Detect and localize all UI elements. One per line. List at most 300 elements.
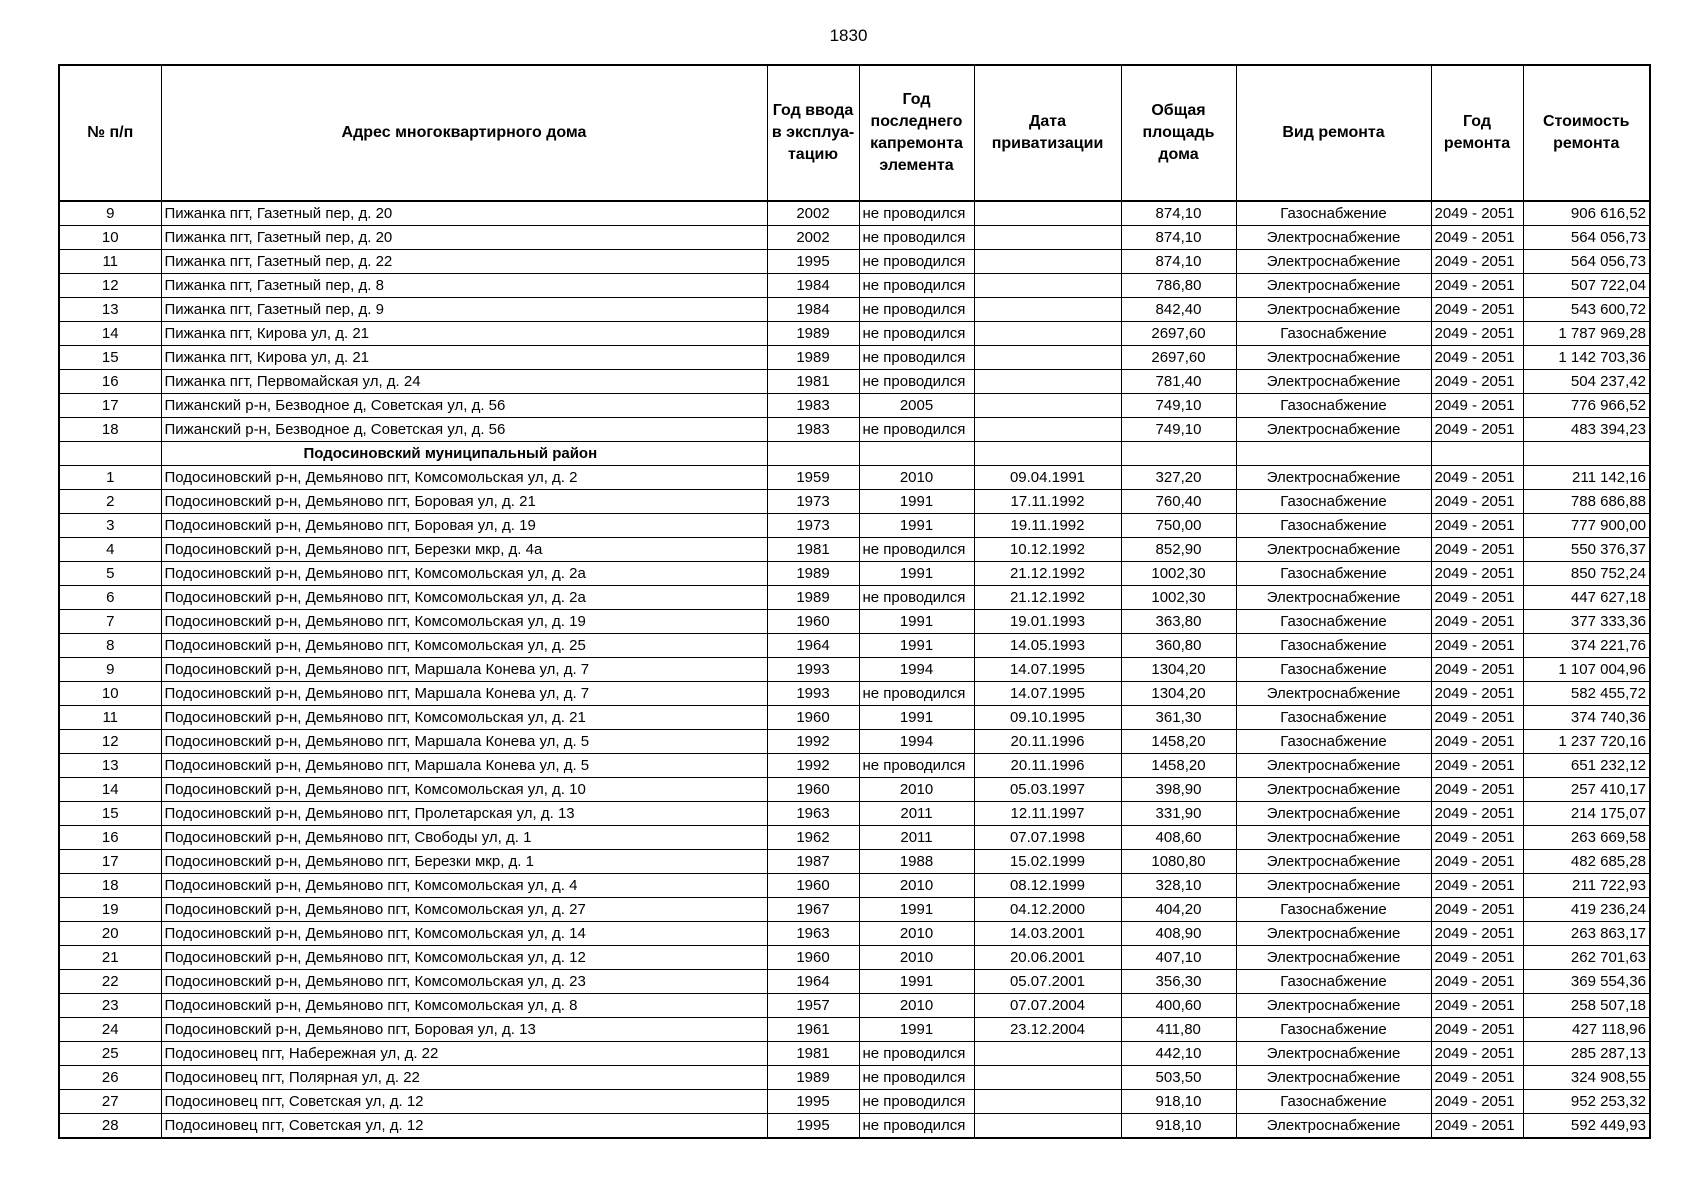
cell-last-repair: 2010 bbox=[859, 994, 974, 1018]
table-row bbox=[59, 778, 1650, 802]
cell-repair-year: 2049 - 2051 bbox=[1431, 201, 1523, 226]
cell-repair-type: Электроснабжение bbox=[1236, 418, 1431, 442]
cell-address: Подосиновский р-н, Демьяново пгт, Комсомольская ул, д. 25 bbox=[161, 634, 767, 658]
cell-year-commission: 1964 bbox=[767, 970, 859, 994]
cell-year-commission: 1984 bbox=[767, 298, 859, 322]
cell-privatization bbox=[974, 250, 1121, 274]
cell-privatization bbox=[974, 322, 1121, 346]
cell-last-repair: не проводился bbox=[859, 418, 974, 442]
cell-cost: 788 686,88 bbox=[1523, 490, 1650, 514]
cell-privatization bbox=[974, 346, 1121, 370]
cell-cost: 377 333,36 bbox=[1523, 610, 1650, 634]
cell-area: 1458,20 bbox=[1121, 730, 1236, 754]
cell-num: 9 bbox=[59, 658, 161, 682]
cell-privatization: 10.12.1992 bbox=[974, 538, 1121, 562]
cell-repair-year: 2049 - 2051 bbox=[1431, 394, 1523, 418]
cell-last-repair: 1991 bbox=[859, 634, 974, 658]
rows-part1 bbox=[59, 201, 1650, 442]
cell-repair-type: Электроснабжение bbox=[1236, 922, 1431, 946]
cell-last-repair: 1991 bbox=[859, 514, 974, 538]
cell-repair-type: Электроснабжение bbox=[1236, 586, 1431, 610]
cell-year-commission: 1959 bbox=[767, 466, 859, 490]
cell-repair-type: Электроснабжение bbox=[1236, 346, 1431, 370]
cell-num: 19 bbox=[59, 898, 161, 922]
cell-privatization bbox=[974, 1066, 1121, 1090]
cell-num: 7 bbox=[59, 610, 161, 634]
cell-repair-type: Электроснабжение bbox=[1236, 1066, 1431, 1090]
cell-cost: 564 056,73 bbox=[1523, 250, 1650, 274]
cell-num: 15 bbox=[59, 802, 161, 826]
cell-last-repair: 1991 bbox=[859, 1018, 974, 1042]
cell-num: 3 bbox=[59, 514, 161, 538]
cell-privatization: 07.07.2004 bbox=[974, 994, 1121, 1018]
cell-num: 18 bbox=[59, 418, 161, 442]
cell-privatization: 20.11.1996 bbox=[974, 730, 1121, 754]
cell-repair-year: 2049 - 2051 bbox=[1431, 946, 1523, 970]
cell-area: 503,50 bbox=[1121, 1066, 1236, 1090]
table-row bbox=[59, 826, 1650, 850]
table-row bbox=[59, 1042, 1650, 1066]
cell-year-commission: 1963 bbox=[767, 922, 859, 946]
cell-repair-type: Электроснабжение bbox=[1236, 370, 1431, 394]
table-row bbox=[59, 610, 1650, 634]
cell-privatization: 20.06.2001 bbox=[974, 946, 1121, 970]
cell-num: 23 bbox=[59, 994, 161, 1018]
cell-address: Подосиновский р-н, Демьяново пгт, Комсомольская ул, д. 2а bbox=[161, 586, 767, 610]
cell-last-repair: не проводился bbox=[859, 274, 974, 298]
cell-privatization: 21.12.1992 bbox=[974, 586, 1121, 610]
table-row bbox=[59, 1114, 1650, 1139]
cell-repair-year: 2049 - 2051 bbox=[1431, 490, 1523, 514]
cell-area: 407,10 bbox=[1121, 946, 1236, 970]
cell-cost: 214 175,07 bbox=[1523, 802, 1650, 826]
cell-cost: 483 394,23 bbox=[1523, 418, 1650, 442]
cell-address: Подосиновский р-н, Демьяново пгт, Маршала Конева ул, д. 7 bbox=[161, 682, 767, 706]
cell-num: 16 bbox=[59, 826, 161, 850]
cell-cost: 447 627,18 bbox=[1523, 586, 1650, 610]
cell-repair-type: Электроснабжение bbox=[1236, 1042, 1431, 1066]
cell-repair-type: Электроснабжение bbox=[1236, 226, 1431, 250]
cell-privatization: 07.07.1998 bbox=[974, 826, 1121, 850]
table-row bbox=[59, 1090, 1650, 1114]
cell-cost: 427 118,96 bbox=[1523, 1018, 1650, 1042]
cell-area: 356,30 bbox=[1121, 970, 1236, 994]
table-header-row bbox=[59, 65, 1650, 201]
cell-repair-type: Электроснабжение bbox=[1236, 994, 1431, 1018]
cell-repair-type: Газоснабжение bbox=[1236, 634, 1431, 658]
cell-repair-year: 2049 - 2051 bbox=[1431, 466, 1523, 490]
cell-year-commission: 1993 bbox=[767, 658, 859, 682]
cell-cost: 777 900,00 bbox=[1523, 514, 1650, 538]
cell-repair-year: 2049 - 2051 bbox=[1431, 922, 1523, 946]
header-year-commission: Год ввода в эксплуа-тацию bbox=[767, 65, 859, 201]
cell-area: 328,10 bbox=[1121, 874, 1236, 898]
cell-year-commission: 1983 bbox=[767, 418, 859, 442]
cell-repair-type: Газоснабжение bbox=[1236, 970, 1431, 994]
cell-repair-year: 2049 - 2051 bbox=[1431, 1066, 1523, 1090]
cell-repair-year: 2049 - 2051 bbox=[1431, 874, 1523, 898]
cell-cost: 1 787 969,28 bbox=[1523, 322, 1650, 346]
rows-part2 bbox=[59, 466, 1650, 1139]
cell-area: 749,10 bbox=[1121, 394, 1236, 418]
cell-address: Подосиновский р-н, Демьяново пгт, Комсомольская ул, д. 2 bbox=[161, 466, 767, 490]
cell-repair-year: 2049 - 2051 bbox=[1431, 898, 1523, 922]
cell-last-repair: не проводился bbox=[859, 1042, 974, 1066]
cell-repair-year: 2049 - 2051 bbox=[1431, 514, 1523, 538]
table-row bbox=[59, 370, 1650, 394]
cell-area: 404,20 bbox=[1121, 898, 1236, 922]
cell-repair-type: Электроснабжение bbox=[1236, 946, 1431, 970]
cell-last-repair: 2011 bbox=[859, 802, 974, 826]
repair-schedule-table bbox=[58, 64, 1651, 1139]
cell-area: 400,60 bbox=[1121, 994, 1236, 1018]
table-row bbox=[59, 706, 1650, 730]
table-row bbox=[59, 994, 1650, 1018]
cell-address: Подосиновский р-н, Демьяново пгт, Комсомольская ул, д. 14 bbox=[161, 922, 767, 946]
cell-area: 360,80 bbox=[1121, 634, 1236, 658]
cell-last-repair: не проводился bbox=[859, 586, 974, 610]
cell-cost: 906 616,52 bbox=[1523, 201, 1650, 226]
cell-repair-year: 2049 - 2051 bbox=[1431, 1114, 1523, 1139]
cell-address: Подосиновский р-н, Демьяново пгт, Комсомольская ул, д. 12 bbox=[161, 946, 767, 970]
table-row bbox=[59, 970, 1650, 994]
cell-num: 16 bbox=[59, 370, 161, 394]
cell-address: Подосиновец пгт, Набережная ул, д. 22 bbox=[161, 1042, 767, 1066]
cell-repair-year: 2049 - 2051 bbox=[1431, 802, 1523, 826]
cell-address: Пижанка пгт, Газетный пер, д. 20 bbox=[161, 201, 767, 226]
table-row bbox=[59, 322, 1650, 346]
table-row bbox=[59, 490, 1650, 514]
cell-address: Пижанка пгт, Газетный пер, д. 22 bbox=[161, 250, 767, 274]
cell-repair-type: Газоснабжение bbox=[1236, 322, 1431, 346]
cell-privatization bbox=[974, 226, 1121, 250]
cell-repair-year: 2049 - 2051 bbox=[1431, 754, 1523, 778]
table-row bbox=[59, 682, 1650, 706]
cell-num: 17 bbox=[59, 394, 161, 418]
cell-last-repair: 2010 bbox=[859, 778, 974, 802]
section-cell bbox=[859, 442, 974, 466]
section-cell-num bbox=[59, 442, 161, 466]
cell-year-commission: 1995 bbox=[767, 250, 859, 274]
cell-privatization bbox=[974, 418, 1121, 442]
cell-year-commission: 1987 bbox=[767, 850, 859, 874]
cell-num: 27 bbox=[59, 1090, 161, 1114]
cell-repair-type: Электроснабжение bbox=[1236, 466, 1431, 490]
cell-num: 24 bbox=[59, 1018, 161, 1042]
cell-num: 21 bbox=[59, 946, 161, 970]
cell-cost: 592 449,93 bbox=[1523, 1114, 1650, 1139]
cell-privatization bbox=[974, 1042, 1121, 1066]
section-cell bbox=[1236, 442, 1431, 466]
cell-year-commission: 1992 bbox=[767, 754, 859, 778]
cell-cost: 504 237,42 bbox=[1523, 370, 1650, 394]
cell-num: 12 bbox=[59, 274, 161, 298]
table-row bbox=[59, 802, 1650, 826]
cell-privatization: 14.07.1995 bbox=[974, 658, 1121, 682]
cell-cost: 211 722,93 bbox=[1523, 874, 1650, 898]
cell-repair-type: Электроснабжение bbox=[1236, 682, 1431, 706]
cell-cost: 1 142 703,36 bbox=[1523, 346, 1650, 370]
cell-year-commission: 1989 bbox=[767, 562, 859, 586]
cell-year-commission: 1960 bbox=[767, 778, 859, 802]
cell-repair-year: 2049 - 2051 bbox=[1431, 562, 1523, 586]
cell-address: Подосиновский р-н, Демьяново пгт, Комсомольская ул, д. 19 bbox=[161, 610, 767, 634]
cell-address: Подосиновский р-н, Демьяново пгт, Комсомольская ул, д. 27 bbox=[161, 898, 767, 922]
cell-repair-year: 2049 - 2051 bbox=[1431, 1090, 1523, 1114]
cell-privatization: 04.12.2000 bbox=[974, 898, 1121, 922]
cell-year-commission: 1957 bbox=[767, 994, 859, 1018]
cell-cost: 776 966,52 bbox=[1523, 394, 1650, 418]
cell-cost: 550 376,37 bbox=[1523, 538, 1650, 562]
cell-address: Подосиновский р-н, Демьяново пгт, Комсомольская ул, д. 10 bbox=[161, 778, 767, 802]
cell-privatization: 21.12.1992 bbox=[974, 562, 1121, 586]
cell-address: Подосиновский р-н, Демьяново пгт, Маршала Конева ул, д. 5 bbox=[161, 754, 767, 778]
cell-address: Подосиновский р-н, Демьяново пгт, Пролетарская ул, д. 13 bbox=[161, 802, 767, 826]
cell-address: Подосиновский р-н, Демьяново пгт, Боровая ул, д. 21 bbox=[161, 490, 767, 514]
table-row bbox=[59, 226, 1650, 250]
cell-repair-year: 2049 - 2051 bbox=[1431, 634, 1523, 658]
cell-repair-type: Газоснабжение bbox=[1236, 730, 1431, 754]
cell-num: 22 bbox=[59, 970, 161, 994]
cell-cost: 324 908,55 bbox=[1523, 1066, 1650, 1090]
cell-area: 781,40 bbox=[1121, 370, 1236, 394]
header-repair-year: Год ремонта bbox=[1431, 65, 1523, 201]
cell-num: 26 bbox=[59, 1066, 161, 1090]
cell-year-commission: 1989 bbox=[767, 586, 859, 610]
table-row bbox=[59, 1018, 1650, 1042]
cell-privatization: 19.11.1992 bbox=[974, 514, 1121, 538]
cell-repair-type: Газоснабжение bbox=[1236, 610, 1431, 634]
table-row bbox=[59, 250, 1650, 274]
cell-num: 4 bbox=[59, 538, 161, 562]
cell-privatization: 14.03.2001 bbox=[974, 922, 1121, 946]
cell-privatization: 12.11.1997 bbox=[974, 802, 1121, 826]
cell-area: 1458,20 bbox=[1121, 754, 1236, 778]
table-row bbox=[59, 874, 1650, 898]
cell-last-repair: 1988 bbox=[859, 850, 974, 874]
cell-last-repair: 1994 bbox=[859, 658, 974, 682]
table-row bbox=[59, 394, 1650, 418]
cell-area: 874,10 bbox=[1121, 250, 1236, 274]
section-cell bbox=[1523, 442, 1650, 466]
cell-cost: 507 722,04 bbox=[1523, 274, 1650, 298]
cell-repair-year: 2049 - 2051 bbox=[1431, 994, 1523, 1018]
cell-area: 408,60 bbox=[1121, 826, 1236, 850]
cell-area: 1080,80 bbox=[1121, 850, 1236, 874]
table-row bbox=[59, 946, 1650, 970]
cell-repair-year: 2049 - 2051 bbox=[1431, 370, 1523, 394]
table-row bbox=[59, 274, 1650, 298]
cell-cost: 285 287,13 bbox=[1523, 1042, 1650, 1066]
cell-cost: 543 600,72 bbox=[1523, 298, 1650, 322]
section-cell bbox=[1121, 442, 1236, 466]
section-header-row bbox=[59, 442, 1650, 466]
cell-last-repair: не проводился bbox=[859, 682, 974, 706]
cell-num: 14 bbox=[59, 322, 161, 346]
cell-last-repair: 2010 bbox=[859, 922, 974, 946]
cell-repair-type: Электроснабжение bbox=[1236, 874, 1431, 898]
cell-num: 25 bbox=[59, 1042, 161, 1066]
cell-last-repair: не проводился bbox=[859, 346, 974, 370]
cell-last-repair: не проводился bbox=[859, 1066, 974, 1090]
cell-privatization: 23.12.2004 bbox=[974, 1018, 1121, 1042]
cell-repair-type: Газоснабжение bbox=[1236, 658, 1431, 682]
table-row bbox=[59, 538, 1650, 562]
cell-year-commission: 1989 bbox=[767, 1066, 859, 1090]
cell-num: 10 bbox=[59, 226, 161, 250]
cell-area: 874,10 bbox=[1121, 201, 1236, 226]
cell-repair-type: Электроснабжение bbox=[1236, 274, 1431, 298]
cell-cost: 262 701,63 bbox=[1523, 946, 1650, 970]
cell-address: Подосиновец пгт, Советская ул, д. 12 bbox=[161, 1090, 767, 1114]
cell-address: Подосиновский р-н, Демьяново пгт, Маршала Конева ул, д. 7 bbox=[161, 658, 767, 682]
cell-cost: 651 232,12 bbox=[1523, 754, 1650, 778]
section-row-group bbox=[59, 442, 1650, 466]
cell-last-repair: не проводился bbox=[859, 370, 974, 394]
section-cell bbox=[1431, 442, 1523, 466]
section-cell bbox=[767, 442, 859, 466]
table-row bbox=[59, 634, 1650, 658]
cell-cost: 850 752,24 bbox=[1523, 562, 1650, 586]
cell-cost: 369 554,36 bbox=[1523, 970, 1650, 994]
cell-last-repair: не проводился bbox=[859, 201, 974, 226]
section-cell bbox=[974, 442, 1121, 466]
cell-repair-year: 2049 - 2051 bbox=[1431, 610, 1523, 634]
table-row bbox=[59, 201, 1650, 226]
cell-area: 2697,60 bbox=[1121, 346, 1236, 370]
cell-last-repair: 2010 bbox=[859, 946, 974, 970]
cell-area: 1304,20 bbox=[1121, 658, 1236, 682]
cell-area: 363,80 bbox=[1121, 610, 1236, 634]
cell-num: 14 bbox=[59, 778, 161, 802]
cell-year-commission: 1964 bbox=[767, 634, 859, 658]
cell-cost: 1 237 720,16 bbox=[1523, 730, 1650, 754]
cell-repair-year: 2049 - 2051 bbox=[1431, 298, 1523, 322]
cell-cost: 564 056,73 bbox=[1523, 226, 1650, 250]
cell-repair-type: Газоснабжение bbox=[1236, 514, 1431, 538]
cell-repair-type: Газоснабжение bbox=[1236, 706, 1431, 730]
cell-address: Пижанка пгт, Первомайская ул, д. 24 bbox=[161, 370, 767, 394]
table-row bbox=[59, 586, 1650, 610]
cell-num: 20 bbox=[59, 922, 161, 946]
table-row bbox=[59, 346, 1650, 370]
cell-address: Пижанка пгт, Кирова ул, д. 21 bbox=[161, 346, 767, 370]
cell-repair-year: 2049 - 2051 bbox=[1431, 250, 1523, 274]
cell-area: 842,40 bbox=[1121, 298, 1236, 322]
cell-repair-type: Электроснабжение bbox=[1236, 250, 1431, 274]
cell-area: 2697,60 bbox=[1121, 322, 1236, 346]
table-row bbox=[59, 658, 1650, 682]
cell-area: 786,80 bbox=[1121, 274, 1236, 298]
cell-year-commission: 1981 bbox=[767, 538, 859, 562]
cell-last-repair: 1994 bbox=[859, 730, 974, 754]
cell-area: 918,10 bbox=[1121, 1114, 1236, 1139]
cell-address: Подосиновский р-н, Демьяново пгт, Березки мкр, д. 4а bbox=[161, 538, 767, 562]
header-last-repair: Год последнего капремонта элемента bbox=[859, 65, 974, 201]
cell-cost: 257 410,17 bbox=[1523, 778, 1650, 802]
cell-repair-year: 2049 - 2051 bbox=[1431, 970, 1523, 994]
cell-year-commission: 1981 bbox=[767, 1042, 859, 1066]
cell-area: 327,20 bbox=[1121, 466, 1236, 490]
cell-year-commission: 1963 bbox=[767, 802, 859, 826]
cell-year-commission: 1981 bbox=[767, 370, 859, 394]
cell-year-commission: 1989 bbox=[767, 346, 859, 370]
table-row bbox=[59, 514, 1650, 538]
cell-repair-year: 2049 - 2051 bbox=[1431, 538, 1523, 562]
cell-last-repair: не проводился bbox=[859, 754, 974, 778]
table-row bbox=[59, 1066, 1650, 1090]
cell-privatization: 17.11.1992 bbox=[974, 490, 1121, 514]
cell-repair-year: 2049 - 2051 bbox=[1431, 730, 1523, 754]
cell-area: 852,90 bbox=[1121, 538, 1236, 562]
cell-privatization: 09.10.1995 bbox=[974, 706, 1121, 730]
cell-repair-type: Газоснабжение bbox=[1236, 490, 1431, 514]
cell-last-repair: не проводился bbox=[859, 1090, 974, 1114]
cell-privatization: 09.04.1991 bbox=[974, 466, 1121, 490]
page-number: 1830 bbox=[829, 26, 868, 45]
cell-cost: 482 685,28 bbox=[1523, 850, 1650, 874]
cell-repair-type: Электроснабжение bbox=[1236, 778, 1431, 802]
cell-year-commission: 1983 bbox=[767, 394, 859, 418]
cell-repair-year: 2049 - 2051 bbox=[1431, 274, 1523, 298]
cell-cost: 374 221,76 bbox=[1523, 634, 1650, 658]
cell-privatization bbox=[974, 394, 1121, 418]
cell-num: 18 bbox=[59, 874, 161, 898]
cell-num: 1 bbox=[59, 466, 161, 490]
cell-cost: 1 107 004,96 bbox=[1523, 658, 1650, 682]
cell-privatization: 14.07.1995 bbox=[974, 682, 1121, 706]
cell-repair-type: Газоснабжение bbox=[1236, 394, 1431, 418]
cell-repair-year: 2049 - 2051 bbox=[1431, 850, 1523, 874]
cell-privatization bbox=[974, 1090, 1121, 1114]
cell-cost: 211 142,16 bbox=[1523, 466, 1650, 490]
cell-area: 749,10 bbox=[1121, 418, 1236, 442]
cell-repair-year: 2049 - 2051 bbox=[1431, 1042, 1523, 1066]
cell-repair-type: Газоснабжение bbox=[1236, 562, 1431, 586]
cell-cost: 258 507,18 bbox=[1523, 994, 1650, 1018]
cell-num: 6 bbox=[59, 586, 161, 610]
cell-privatization bbox=[974, 1114, 1121, 1139]
header-address: Адрес многоквартирного дома bbox=[161, 65, 767, 201]
cell-num: 10 bbox=[59, 682, 161, 706]
cell-address: Подосиновский р-н, Демьяново пгт, Боровая ул, д. 19 bbox=[161, 514, 767, 538]
cell-last-repair: 2010 bbox=[859, 466, 974, 490]
cell-last-repair: не проводился bbox=[859, 538, 974, 562]
cell-address: Подосиновец пгт, Советская ул, д. 12 bbox=[161, 1114, 767, 1139]
cell-last-repair: не проводился bbox=[859, 322, 974, 346]
cell-repair-type: Электроснабжение bbox=[1236, 826, 1431, 850]
cell-address: Подосиновский р-н, Демьяново пгт, Боровая ул, д. 13 bbox=[161, 1018, 767, 1042]
cell-last-repair: не проводился bbox=[859, 250, 974, 274]
cell-num: 13 bbox=[59, 298, 161, 322]
cell-area: 1304,20 bbox=[1121, 682, 1236, 706]
cell-repair-year: 2049 - 2051 bbox=[1431, 826, 1523, 850]
table-row bbox=[59, 466, 1650, 490]
header-num: № п/п bbox=[59, 65, 161, 201]
cell-last-repair: 2005 bbox=[859, 394, 974, 418]
table-row bbox=[59, 730, 1650, 754]
cell-privatization: 19.01.1993 bbox=[974, 610, 1121, 634]
header-repair-type: Вид ремонта bbox=[1236, 65, 1431, 201]
cell-last-repair: не проводился bbox=[859, 1114, 974, 1139]
cell-repair-year: 2049 - 2051 bbox=[1431, 682, 1523, 706]
cell-area: 750,00 bbox=[1121, 514, 1236, 538]
cell-year-commission: 1960 bbox=[767, 706, 859, 730]
cell-privatization: 14.05.1993 bbox=[974, 634, 1121, 658]
cell-area: 918,10 bbox=[1121, 1090, 1236, 1114]
cell-repair-type: Электроснабжение bbox=[1236, 298, 1431, 322]
header-area: Общая площадь дома bbox=[1121, 65, 1236, 201]
